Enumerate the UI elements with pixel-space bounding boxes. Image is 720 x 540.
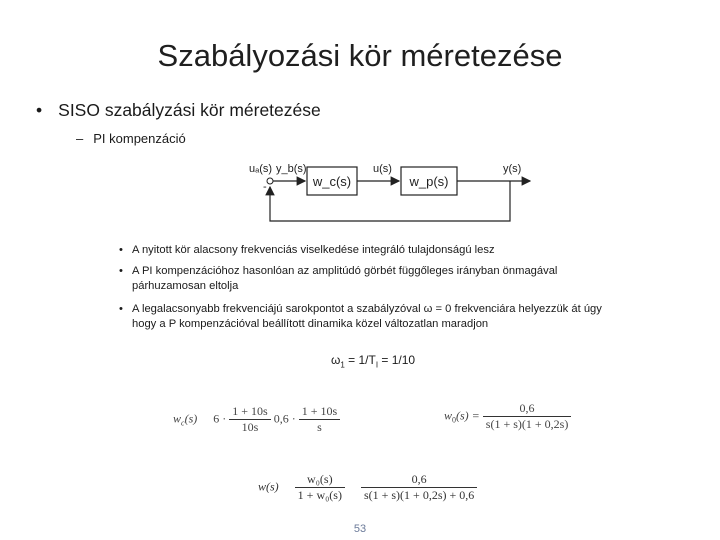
w0-fraction [483, 401, 572, 432]
wc-lhs-sub: c [181, 418, 185, 428]
w-fraction-2 [361, 472, 477, 503]
bullet-level-1 [36, 100, 321, 121]
wc-fraction-2 [299, 404, 340, 435]
ua-label: uₐ(s) [249, 163, 273, 175]
feedback-line [270, 181, 510, 221]
w-formula [258, 472, 477, 503]
omega-subscript: 1 [340, 360, 345, 370]
w-den-1: 1 + w₀(s) [295, 487, 345, 503]
w-num-1: w₀(s) [307, 472, 333, 486]
wc-formula [173, 404, 340, 435]
omega-subscript-2: I [375, 360, 379, 370]
omega-symbol: ω [331, 353, 341, 367]
wc-coef-1: 6 · [213, 411, 227, 426]
w0-den: s(1 + s)(1 + 0,2s) [483, 416, 572, 432]
w-num-2: 0,6 [411, 472, 427, 486]
sub-bullet-text: A nyitott kör alacsony frekvenciás viselkedése integráló tulajdonságú lesz [132, 244, 495, 256]
wp-label: w_p(s) [409, 174, 449, 189]
w-den-2: s(1 + s)(1 + 0,2s) + 0,6 [361, 487, 477, 503]
bullet-text: PI kompenzáció [93, 131, 186, 146]
sub-bullet-3 [119, 302, 602, 332]
wc-num-1: 1 + 10s [232, 404, 268, 418]
wc-label: w_c(s) [312, 174, 352, 189]
bullet-dot: • [119, 303, 123, 315]
w-lhs: w(s) [258, 479, 279, 494]
omega-end: = 1/10 [378, 353, 416, 367]
wc-lhs-arg: (s) [184, 411, 198, 426]
y-label: y(s) [503, 163, 522, 175]
w0-lhs: w [444, 408, 453, 423]
block-diagram [245, 155, 535, 230]
bullet-text: SISO szabályzási kör méretezése [58, 100, 321, 120]
wc-den-1: 10s [229, 419, 270, 435]
omega-mid: = 1/T [344, 353, 376, 367]
bullet-dot: • [36, 100, 43, 120]
w0-lhs-sub: 0 [452, 415, 457, 425]
sub-bullet-text: A PI kompenzációhoz hasonlóan az amplitúdó görbét függőleges irányban önmagával [132, 265, 558, 277]
sub-bullet-2 [119, 264, 558, 294]
w0-formula [444, 401, 571, 432]
bullet-dot: • [119, 265, 123, 277]
w-fraction-1 [295, 472, 345, 503]
minus-sign: - [263, 181, 267, 193]
sub-bullet-text: A legalacsonyabb frekvenciájú sarokpontot a szabályzóval ω = 0 frekvenciára helyezzük át úgy [132, 303, 602, 315]
wc-num-2: 1 + 10s [301, 404, 338, 418]
bullet-dash: – [76, 131, 84, 146]
wc-fraction-1 [229, 404, 270, 435]
wc-den-2: s [299, 419, 340, 435]
wc-coef-2: 0,6 · [273, 411, 296, 426]
sub-bullet-text-cont: hogy a P kompenzációval beállított dinamika közel változatlan maradjon [132, 318, 489, 330]
page-title: Szabályozási kör méretezése [157, 38, 563, 73]
page-number: 53 [353, 523, 367, 535]
bullet-dot: • [119, 244, 123, 256]
bullet-level-2 [76, 131, 186, 146]
sub-bullet-1 [119, 243, 495, 258]
sum-junction [267, 178, 273, 184]
w0-lhs-arg: (s) = [456, 408, 480, 423]
u-label: u(s) [373, 163, 392, 175]
wc-lhs: w [173, 411, 182, 426]
sub-bullet-text-cont: párhuzamosan eltolja [132, 280, 239, 292]
omega-formula [331, 353, 415, 369]
yb-label: y_b(s) [276, 163, 307, 175]
w0-num: 0,6 [519, 401, 535, 415]
